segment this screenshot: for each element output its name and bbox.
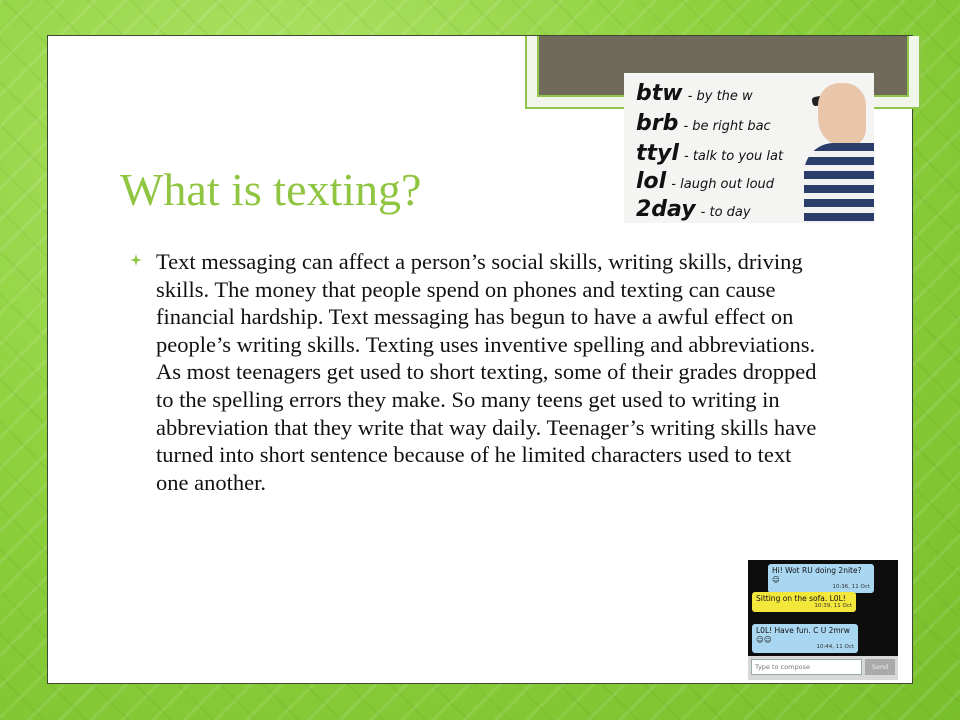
bullet-item — [130, 248, 820, 496]
whiteboard-meaning: - by the w — [687, 89, 753, 104]
whiteboard-meaning: - laugh out loud — [671, 177, 775, 192]
message-bubble — [768, 564, 874, 593]
compose-bar — [748, 656, 898, 680]
whiteboard-line — [636, 111, 771, 136]
whiteboard-photo — [624, 73, 874, 223]
bullet-list — [130, 248, 820, 496]
writing-hand — [818, 83, 866, 147]
phone-screenshot — [748, 560, 898, 680]
slide-title: What is texting? — [120, 164, 422, 215]
striped-sleeve-arm — [804, 143, 874, 223]
message-bubble — [752, 592, 856, 612]
whiteboard-meaning: - to day — [700, 205, 751, 220]
message-time: 10:39, 11 Oct — [814, 603, 852, 609]
message-text: Sitting on the sofa. L0L! — [756, 594, 846, 603]
whiteboard-line — [636, 81, 753, 106]
message-time: 10:44, 11 Oct — [816, 644, 854, 650]
message-text: L0L! Have fun. C U 2mrw ☺☺ — [756, 626, 850, 644]
whiteboard-meaning: - talk to you lat — [684, 149, 784, 164]
whiteboard-abbr: 2day — [636, 197, 696, 222]
whiteboard-abbr: brb — [636, 111, 679, 136]
send-button[interactable]: Send — [865, 659, 895, 675]
whiteboard-abbr: ttyl — [636, 141, 679, 166]
message-text: Hi! Wot RU doing 2nite? ☺ — [772, 566, 862, 584]
whiteboard-abbr: btw — [636, 81, 683, 106]
diamond-bullet-icon — [130, 254, 142, 266]
bullet-text: Text messaging can affect a person’s social skills, writing skills, driving skills. The money that people spend on phones and texting can cause financial hardship. Text messaging has begun to have a awful effect on people’s writing skills. Texting uses inventive spelling and abbreviations. As most teenagers get used to short texting, some of their grades dropped to the spelling errors they make. So many teens get used to writing in abbreviation that they write that way daily. Teenager’s writing skills have turned into short sentence because of he limited characters used to text one another. — [156, 249, 817, 495]
whiteboard-line — [636, 197, 751, 222]
message-time: 10:36, 11 Oct — [832, 584, 870, 590]
whiteboard-line — [636, 141, 783, 166]
compose-input[interactable]: Type to compose — [751, 659, 862, 675]
whiteboard-line — [636, 169, 774, 194]
whiteboard-meaning: - be right bac — [683, 119, 771, 134]
message-bubble — [752, 624, 858, 653]
whiteboard-abbr: lol — [636, 169, 667, 194]
